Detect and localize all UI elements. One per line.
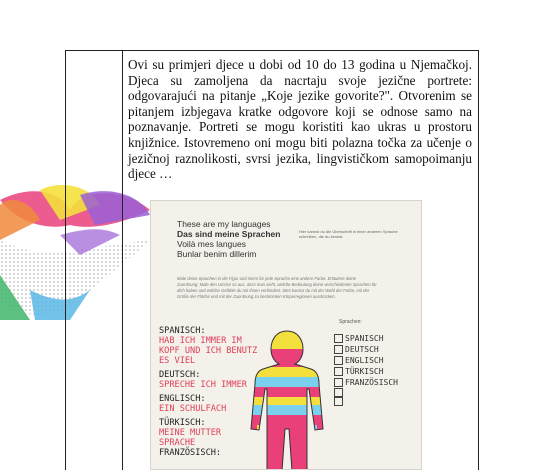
language-row: TÜRKISCH (334, 366, 398, 377)
sprachen-label: Sprachen: (339, 319, 362, 325)
worksheet-note: Hier kannst du die Überschrift in einer anderen Sprache schreiben, die du kennst. (299, 229, 398, 239)
worksheet-title-de: Das sind meine Sprachen (177, 229, 281, 239)
language-row: ENGLISCH (334, 355, 398, 366)
worksheet-instructions: Male deine Sprachen in die Figur und nimm für jede Sprache eine andere Farbe. Erläutere deine Zuordnung: Male den Umriss so aus, dass man sieht, welche Bedeutung deine verschiedenen Sprachen für dich haben und welche Gefühle du mit ihnen verbindest. Dies kannst du mit der Wahl der Farbe, mit der Größe der Fläche und mit der Zuordnung zu bestimmten Körperregionen ausdrücken. (177, 276, 377, 299)
language-portrait-worksheet (150, 200, 422, 470)
checkbox (334, 356, 343, 365)
language-row: SPANISCH (334, 333, 398, 344)
checkbox (334, 345, 343, 354)
checkbox (334, 378, 343, 387)
language-checklist (334, 333, 398, 406)
checkbox (334, 388, 343, 397)
worksheet-title-fr: Voilà mes langues (177, 239, 246, 249)
description-paragraph: Ovi su primjeri djece u dobi od 10 do 13 godina u Njemačkoj. Djeca su zamoljena da nacrtaju svoje jezične portrete: odgovarajući na pitanje „Koje jezike govorite?". Otvorenim se pitanjem izbjegava kratke odgovore koji se odnose samo na poznavanje. Portreti se mogu koristiti kao ukras u prostoru knjižnice. Istovremeno oni mogu biti polazna točka za učenje o jezičnoj raznolikosti, svrsi jezika, lingvističkom samopoimanju djece … (128, 57, 472, 182)
checkbox (334, 334, 343, 343)
worksheet-title-en: These are my languages (177, 219, 271, 229)
language-row (334, 397, 398, 406)
table-column-divider (122, 50, 123, 470)
body-outline-figure (237, 329, 337, 470)
language-row: DEUTSCH (334, 344, 398, 355)
worksheet-titles (177, 219, 280, 259)
checkbox (334, 397, 343, 406)
language-row (334, 388, 398, 397)
worksheet-title-tr: Bunlar benim dillerim (177, 249, 257, 259)
language-row: FRANZÖSISCH (334, 377, 398, 388)
handwritten-line: SPANISCH: HAB ICH IMMER IM KOPF UND ICH BENUTZ ES VIEL DEUTSCH: SPRECHE ICH IMMER ENGLISCH: EIN SCHULFACH TÜRKISCH: MEINE MUTTER SPRACHE FRANZÖSISCH: (159, 326, 258, 458)
checkbox (334, 367, 343, 376)
